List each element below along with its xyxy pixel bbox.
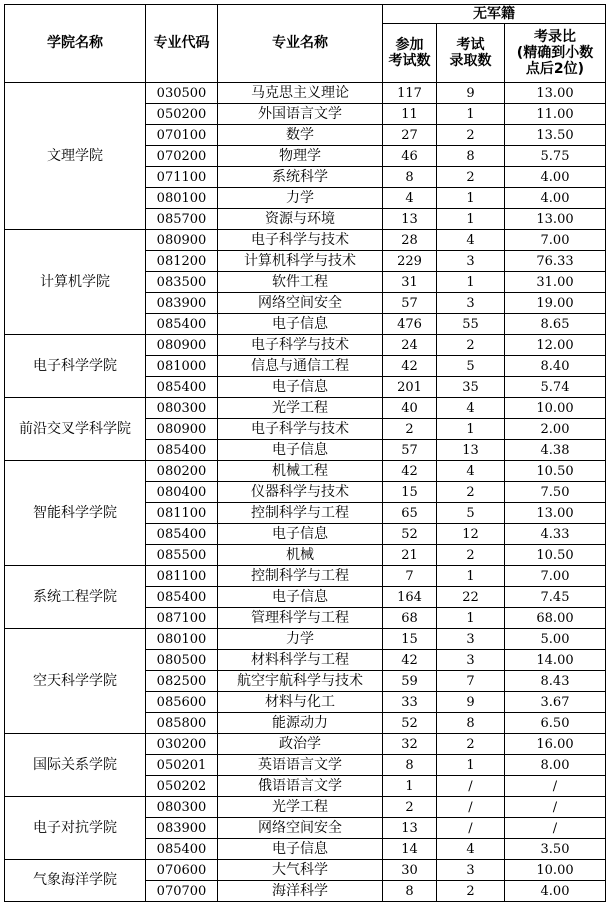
header-college: 学院名称 [5,5,146,83]
table-row [5,461,606,482]
cell-admitted: 8 [437,713,505,734]
header-applicants [383,24,437,83]
cell-applicants: 31 [383,272,437,293]
cell-major-code: 070700 [146,881,218,902]
cell-applicants: 27 [383,125,437,146]
table-row [5,734,606,755]
cell-ratio: 3.67 [505,692,606,713]
cell-applicants: 229 [383,251,437,272]
header-admitted-line2: 录取数 [449,53,492,69]
cell-major-code: 085600 [146,692,218,713]
table-body [5,83,606,902]
cell-major-name: 力学 [218,629,383,650]
header-admitted [437,24,505,83]
cell-applicants: 65 [383,503,437,524]
cell-major-name: 航空宇航科学与技术 [218,671,383,692]
cell-ratio: 3.50 [505,839,606,860]
cell-admitted: 9 [437,83,505,104]
cell-ratio: 10.50 [505,461,606,482]
cell-college-name: 系统工程学院 [5,566,146,629]
cell-admitted: 35 [437,377,505,398]
cell-major-name: 英语语言文学 [218,755,383,776]
cell-ratio: 4.00 [505,188,606,209]
cell-major-name: 数学 [218,125,383,146]
cell-major-code: 083500 [146,272,218,293]
cell-major-name: 电子科学与技术 [218,335,383,356]
cell-major-code: 080400 [146,482,218,503]
cell-applicants: 8 [383,881,437,902]
cell-major-name: 机械工程 [218,461,383,482]
cell-college-name: 国际关系学院 [5,734,146,797]
cell-major-name: 光学工程 [218,398,383,419]
cell-applicants: 24 [383,335,437,356]
cell-ratio: 4.33 [505,524,606,545]
cell-admitted: 4 [437,461,505,482]
cell-major-name: 电子信息 [218,440,383,461]
cell-major-name: 电子信息 [218,524,383,545]
table-row [5,335,606,356]
cell-ratio: / [505,818,606,839]
cell-ratio: 7.50 [505,482,606,503]
cell-ratio: 10.00 [505,860,606,881]
cell-applicants: 164 [383,587,437,608]
cell-ratio: 13.00 [505,209,606,230]
cell-applicants: 2 [383,797,437,818]
table-row [5,629,606,650]
cell-major-code: 082500 [146,671,218,692]
cell-admitted: 2 [437,881,505,902]
cell-major-code: 050201 [146,755,218,776]
cell-major-code: 030500 [146,83,218,104]
cell-ratio: 8.65 [505,314,606,335]
cell-ratio: 5.75 [505,146,606,167]
cell-applicants: 13 [383,818,437,839]
cell-major-name: 力学 [218,188,383,209]
header-ratio-line3: 点后2位) [525,61,585,77]
cell-admitted: 3 [437,629,505,650]
table-row [5,860,606,881]
cell-major-name: 机械 [218,545,383,566]
cell-applicants: 8 [383,755,437,776]
cell-admitted: / [437,797,505,818]
cell-admitted: 1 [437,188,505,209]
cell-admitted: 3 [437,650,505,671]
cell-applicants: 52 [383,713,437,734]
cell-ratio: 7.00 [505,566,606,587]
cell-admitted: 7 [437,671,505,692]
cell-major-name: 材料科学与工程 [218,650,383,671]
cell-admitted: 4 [437,230,505,251]
cell-applicants: 59 [383,671,437,692]
header-ratio-line1: 考录比 [534,29,576,45]
cell-ratio: 6.50 [505,713,606,734]
cell-ratio: / [505,776,606,797]
cell-college-name: 空天科学学院 [5,629,146,734]
cell-major-code: 083900 [146,293,218,314]
cell-major-code: 085400 [146,377,218,398]
cell-major-name: 管理科学与工程 [218,608,383,629]
cell-admitted: 5 [437,356,505,377]
cell-major-name: 能源动力 [218,713,383,734]
cell-major-code: 085400 [146,314,218,335]
header-ratio [505,24,606,83]
cell-major-name: 材料与化工 [218,692,383,713]
cell-ratio: 10.50 [505,545,606,566]
cell-major-name: 光学工程 [218,797,383,818]
cell-applicants: 30 [383,860,437,881]
cell-applicants: 42 [383,650,437,671]
cell-applicants: 33 [383,692,437,713]
cell-major-code: 085400 [146,587,218,608]
table-row [5,398,606,419]
cell-admitted: 1 [437,419,505,440]
cell-applicants: 15 [383,482,437,503]
cell-ratio: 10.00 [505,398,606,419]
cell-major-name: 外国语言文学 [218,104,383,125]
cell-admitted: 2 [437,125,505,146]
cell-major-name: 政治学 [218,734,383,755]
cell-major-name: 电子信息 [218,839,383,860]
cell-applicants: 21 [383,545,437,566]
cell-major-code: 080500 [146,650,218,671]
cell-major-code: 087100 [146,608,218,629]
cell-major-name: 电子信息 [218,314,383,335]
cell-major-code: 085400 [146,524,218,545]
cell-applicants: 11 [383,104,437,125]
cell-major-name: 网络空间安全 [218,818,383,839]
cell-ratio: 5.00 [505,629,606,650]
header-ratio-line2: (精确到小数 [516,45,594,61]
cell-applicants: 4 [383,188,437,209]
cell-major-name: 电子科学与技术 [218,419,383,440]
cell-major-name: 软件工程 [218,272,383,293]
cell-major-code: 050202 [146,776,218,797]
cell-ratio: 8.40 [505,356,606,377]
header-group-no-military: 无军籍 [383,5,606,24]
cell-admitted: 2 [437,167,505,188]
cell-admitted: 1 [437,608,505,629]
header-major-name: 专业名称 [218,5,383,83]
cell-ratio: 8.00 [505,755,606,776]
cell-admitted: 22 [437,587,505,608]
cell-major-code: 071100 [146,167,218,188]
cell-college-name: 计算机学院 [5,230,146,335]
cell-ratio: 13.00 [505,83,606,104]
cell-college-name: 文理学院 [5,83,146,230]
cell-ratio: 14.00 [505,650,606,671]
cell-major-name: 马克思主义理论 [218,83,383,104]
cell-admitted: 5 [437,503,505,524]
cell-applicants: 117 [383,83,437,104]
cell-applicants: 1 [383,776,437,797]
cell-major-code: 085400 [146,839,218,860]
cell-admitted: 2 [437,545,505,566]
cell-ratio: 8.43 [505,671,606,692]
cell-admitted: 1 [437,272,505,293]
cell-major-code: 080900 [146,335,218,356]
cell-major-name: 大气科学 [218,860,383,881]
cell-major-code: 085400 [146,440,218,461]
cell-admitted: 8 [437,146,505,167]
cell-college-name: 电子科学学院 [5,335,146,398]
cell-applicants: 42 [383,461,437,482]
cell-major-name: 控制科学与工程 [218,503,383,524]
cell-admitted: 55 [437,314,505,335]
cell-major-name: 系统科学 [218,167,383,188]
cell-admitted: 2 [437,482,505,503]
cell-major-code: 030200 [146,734,218,755]
cell-major-code: 085700 [146,209,218,230]
cell-major-code: 085800 [146,713,218,734]
cell-applicants: 57 [383,293,437,314]
cell-major-code: 081200 [146,251,218,272]
cell-major-code: 050200 [146,104,218,125]
cell-major-name: 信息与通信工程 [218,356,383,377]
cell-major-name: 电子信息 [218,377,383,398]
cell-major-name: 电子科学与技术 [218,230,383,251]
cell-major-code: 070600 [146,860,218,881]
cell-admitted: 9 [437,692,505,713]
cell-ratio: 7.00 [505,230,606,251]
cell-major-name: 电子信息 [218,587,383,608]
cell-ratio: 5.74 [505,377,606,398]
cell-ratio: 2.00 [505,419,606,440]
cell-major-code: 080100 [146,188,218,209]
header-admitted-line1: 考试 [456,37,485,53]
cell-admitted: 4 [437,839,505,860]
cell-major-code: 070200 [146,146,218,167]
cell-ratio: 68.00 [505,608,606,629]
cell-applicants: 2 [383,419,437,440]
cell-major-code: 080100 [146,629,218,650]
cell-ratio: 19.00 [505,293,606,314]
cell-admitted: 2 [437,734,505,755]
cell-ratio: 76.33 [505,251,606,272]
cell-admitted: 3 [437,251,505,272]
table-row [5,83,606,104]
cell-admitted: 13 [437,440,505,461]
cell-major-code: 080300 [146,797,218,818]
cell-college-name: 智能科学学院 [5,461,146,566]
cell-applicants: 201 [383,377,437,398]
cell-major-name: 资源与环境 [218,209,383,230]
cell-applicants: 8 [383,167,437,188]
cell-admitted: / [437,776,505,797]
cell-ratio: 7.45 [505,587,606,608]
cell-applicants: 476 [383,314,437,335]
cell-major-code: 081100 [146,503,218,524]
cell-major-code: 080900 [146,419,218,440]
cell-applicants: 46 [383,146,437,167]
cell-admitted: 1 [437,209,505,230]
cell-admitted: / [437,818,505,839]
header-applicants-line1: 参加 [395,37,424,53]
cell-ratio: 31.00 [505,272,606,293]
table-row [5,797,606,818]
cell-admitted: 1 [437,755,505,776]
cell-ratio: 13.00 [505,503,606,524]
admission-ratio-table [4,4,606,902]
cell-major-code: 070100 [146,125,218,146]
cell-ratio: 4.00 [505,167,606,188]
cell-applicants: 57 [383,440,437,461]
cell-ratio: 11.00 [505,104,606,125]
cell-applicants: 14 [383,839,437,860]
cell-major-name: 网络空间安全 [218,293,383,314]
cell-applicants: 7 [383,566,437,587]
table-row [5,230,606,251]
cell-admitted: 12 [437,524,505,545]
header-applicants-line2: 考试数 [388,53,431,69]
cell-applicants: 42 [383,356,437,377]
cell-college-name: 气象海洋学院 [5,860,146,902]
cell-major-code: 080200 [146,461,218,482]
cell-applicants: 32 [383,734,437,755]
cell-applicants: 52 [383,524,437,545]
cell-admitted: 3 [437,293,505,314]
cell-ratio: 12.00 [505,335,606,356]
cell-ratio: / [505,797,606,818]
cell-admitted: 3 [437,860,505,881]
cell-major-code: 085500 [146,545,218,566]
cell-major-name: 物理学 [218,146,383,167]
cell-major-name: 计算机科学与技术 [218,251,383,272]
cell-admitted: 2 [437,335,505,356]
cell-admitted: 1 [437,566,505,587]
cell-applicants: 13 [383,209,437,230]
cell-college-name: 前沿交叉学科学院 [5,398,146,461]
cell-major-name: 海洋科学 [218,881,383,902]
header-major-code: 专业代码 [146,5,218,83]
cell-applicants: 68 [383,608,437,629]
cell-major-code: 081000 [146,356,218,377]
cell-major-code: 080300 [146,398,218,419]
cell-major-name: 控制科学与工程 [218,566,383,587]
cell-major-name: 仪器科学与技术 [218,482,383,503]
cell-major-name: 俄语语言文学 [218,776,383,797]
cell-major-code: 080900 [146,230,218,251]
cell-applicants: 28 [383,230,437,251]
cell-major-code: 081100 [146,566,218,587]
cell-major-code: 083900 [146,818,218,839]
cell-college-name: 电子对抗学院 [5,797,146,860]
cell-applicants: 40 [383,398,437,419]
cell-ratio: 4.38 [505,440,606,461]
cell-admitted: 4 [437,398,505,419]
cell-ratio: 16.00 [505,734,606,755]
table-row [5,566,606,587]
cell-ratio: 13.50 [505,125,606,146]
cell-admitted: 1 [437,104,505,125]
cell-applicants: 15 [383,629,437,650]
cell-ratio: 4.00 [505,881,606,902]
